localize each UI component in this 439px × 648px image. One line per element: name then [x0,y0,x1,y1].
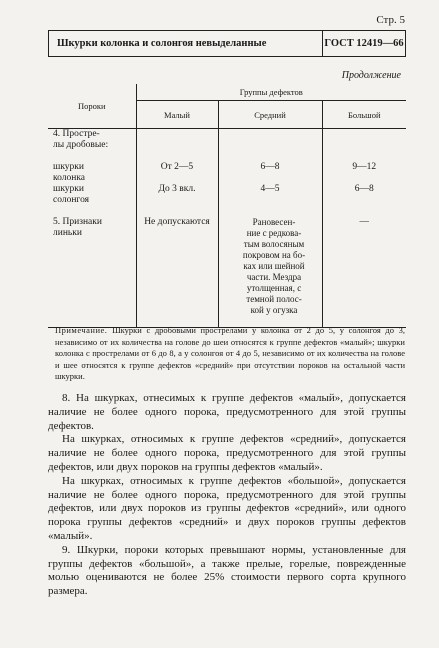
table-row [48,173,406,184]
cell-small [136,206,218,217]
table-row [48,217,406,228]
cell-small [136,261,218,272]
paragraph: 9. Шкурки, пороки которых превышают нормы, установленные для группы дефектов «большой», а также прелые, горелые, поврежденные молью оцениваются не более 25% стоимости первого сорта крупного размера. [48,543,406,598]
cell-medium: 4—5 [218,184,322,195]
cell-medium: кой у огузка [218,305,322,316]
cell-large [322,151,406,162]
cell-defect [48,239,136,250]
column-header-medium: Средний [218,101,322,129]
cell-large [322,206,406,217]
table-row [48,239,406,250]
table-row [48,140,406,151]
table-row [48,195,406,206]
table-row [48,250,406,261]
table-row [48,151,406,162]
cell-medium [218,195,322,206]
cell-medium: Рановесен- [218,217,322,228]
cell-large [322,129,406,141]
cell-large [322,283,406,294]
cell-small: От 2—5 [136,162,218,173]
document-header [48,30,406,57]
cell-medium [218,140,322,151]
cell-defect: 4. Простре- [48,129,136,141]
cell-small [136,151,218,162]
cell-small [136,228,218,239]
cell-medium [218,206,322,217]
table-body [48,129,406,328]
table-row [48,283,406,294]
cell-medium [218,129,322,141]
cell-medium: темной полос- [218,294,322,305]
cell-small [136,294,218,305]
cell-large [322,250,406,261]
continued-label: Продолжение [341,70,401,81]
cell-medium: 6—8 [218,162,322,173]
cell-small [136,283,218,294]
paragraph: На шкурках, относимых к группе дефектов «большой», допускается наличие не более одного порока, предусмотренного для этой группы дефектов, или двух пороков из группы дефектов «средний», или одного порока группы дефектов «средний» и двух пороков группы дефектов «малый». [48,474,406,542]
note-text: Шкурки с дробовыми прострелами у колонка от 2 до 5, у солонгоя до 3, независимо от их количества на голове до шеи относятся к группе дефектов «малый»; шкурки колонка с прострелами от 6 до 8, а у солонгоя от 4 до 5, независимо от их количества на голове и шее относятся к группе дефектов «средний» при отсутствии пороков на остальной части шкурки. [55,325,406,381]
cell-defect: 5. Признаки [48,217,136,228]
cell-defect: шкурки [48,162,136,173]
table-row [48,272,406,283]
cell-small [136,305,218,316]
cell-medium: утолщенная, с [218,283,322,294]
table-row [48,206,406,217]
table-note [55,325,405,383]
cell-medium [218,151,322,162]
cell-large [322,305,406,316]
page-number: Стр. 5 [376,14,405,26]
cell-defect: солонгоя [48,195,136,206]
paragraph: 8. На шкурках, отнесимых к группе дефектов «малый», допускается наличие не более одного порока, предусмотренного для этой группы дефектов. [48,392,406,432]
cell-large [322,173,406,184]
table-row [48,228,406,239]
cell-medium: тым волосяным [218,239,322,250]
cell-small [136,195,218,206]
table-row [48,294,406,305]
column-header-large: Большой [322,101,406,129]
table-row [48,261,406,272]
cell-small: Не допускаются [136,217,218,228]
table-row [48,162,406,173]
cell-defect [48,272,136,283]
cell-large: 6—8 [354,184,374,194]
cell-defect: лы дробовые: [48,140,136,151]
cell-small [136,239,218,250]
paragraph: На шкурках, относимых к группе дефектов «средний», допускается наличие не более одного порока, предусмотренного для этой группы дефектов, или двух пороков на группы дефектов «малый». [48,433,406,473]
cell-large [322,272,406,283]
column-header-group: Группы дефектов [136,84,406,101]
cell-defect [48,206,136,217]
table-row [48,184,406,195]
column-header-defect: Пороки [48,84,136,129]
header-title: Шкурки колонка и солонгоя невыделанные [57,38,267,49]
cell-medium: ках или шейной [218,261,322,272]
cell-defect [48,283,136,294]
cell-defect [48,151,136,162]
cell-large: 9—12 [352,162,377,172]
cell-small: До 3 вкл. [136,184,218,195]
column-header-small: Малый [136,101,218,129]
cell-medium: покровом на бо- [218,250,322,261]
cell-small [136,173,218,184]
table-row [48,129,406,141]
cell-small [136,272,218,283]
defects-table [48,84,406,328]
cell-defect [48,261,136,272]
cell-defect: шкурки [48,184,136,195]
cell-defect: линьки [48,228,136,239]
cell-small [136,250,218,261]
cell-large [322,261,406,272]
cell-large [322,140,406,151]
cell-large: — [359,217,369,227]
note-label: Примечание. [55,325,108,335]
table-row [48,305,406,316]
cell-large [322,195,406,206]
cell-large [322,239,406,250]
cell-medium: части. Мездра [218,272,322,283]
cell-large [322,228,406,239]
gost-number: ГОСТ 12419—66 [324,38,404,49]
cell-defect [48,250,136,261]
cell-small [136,129,218,141]
cell-small [136,140,218,151]
cell-defect [48,294,136,305]
cell-defect: колонка [48,173,136,184]
cell-medium: ние с редкова- [218,228,322,239]
cell-large [322,294,406,305]
body-text [48,392,406,599]
cell-defect [48,305,136,316]
cell-medium [218,173,322,184]
